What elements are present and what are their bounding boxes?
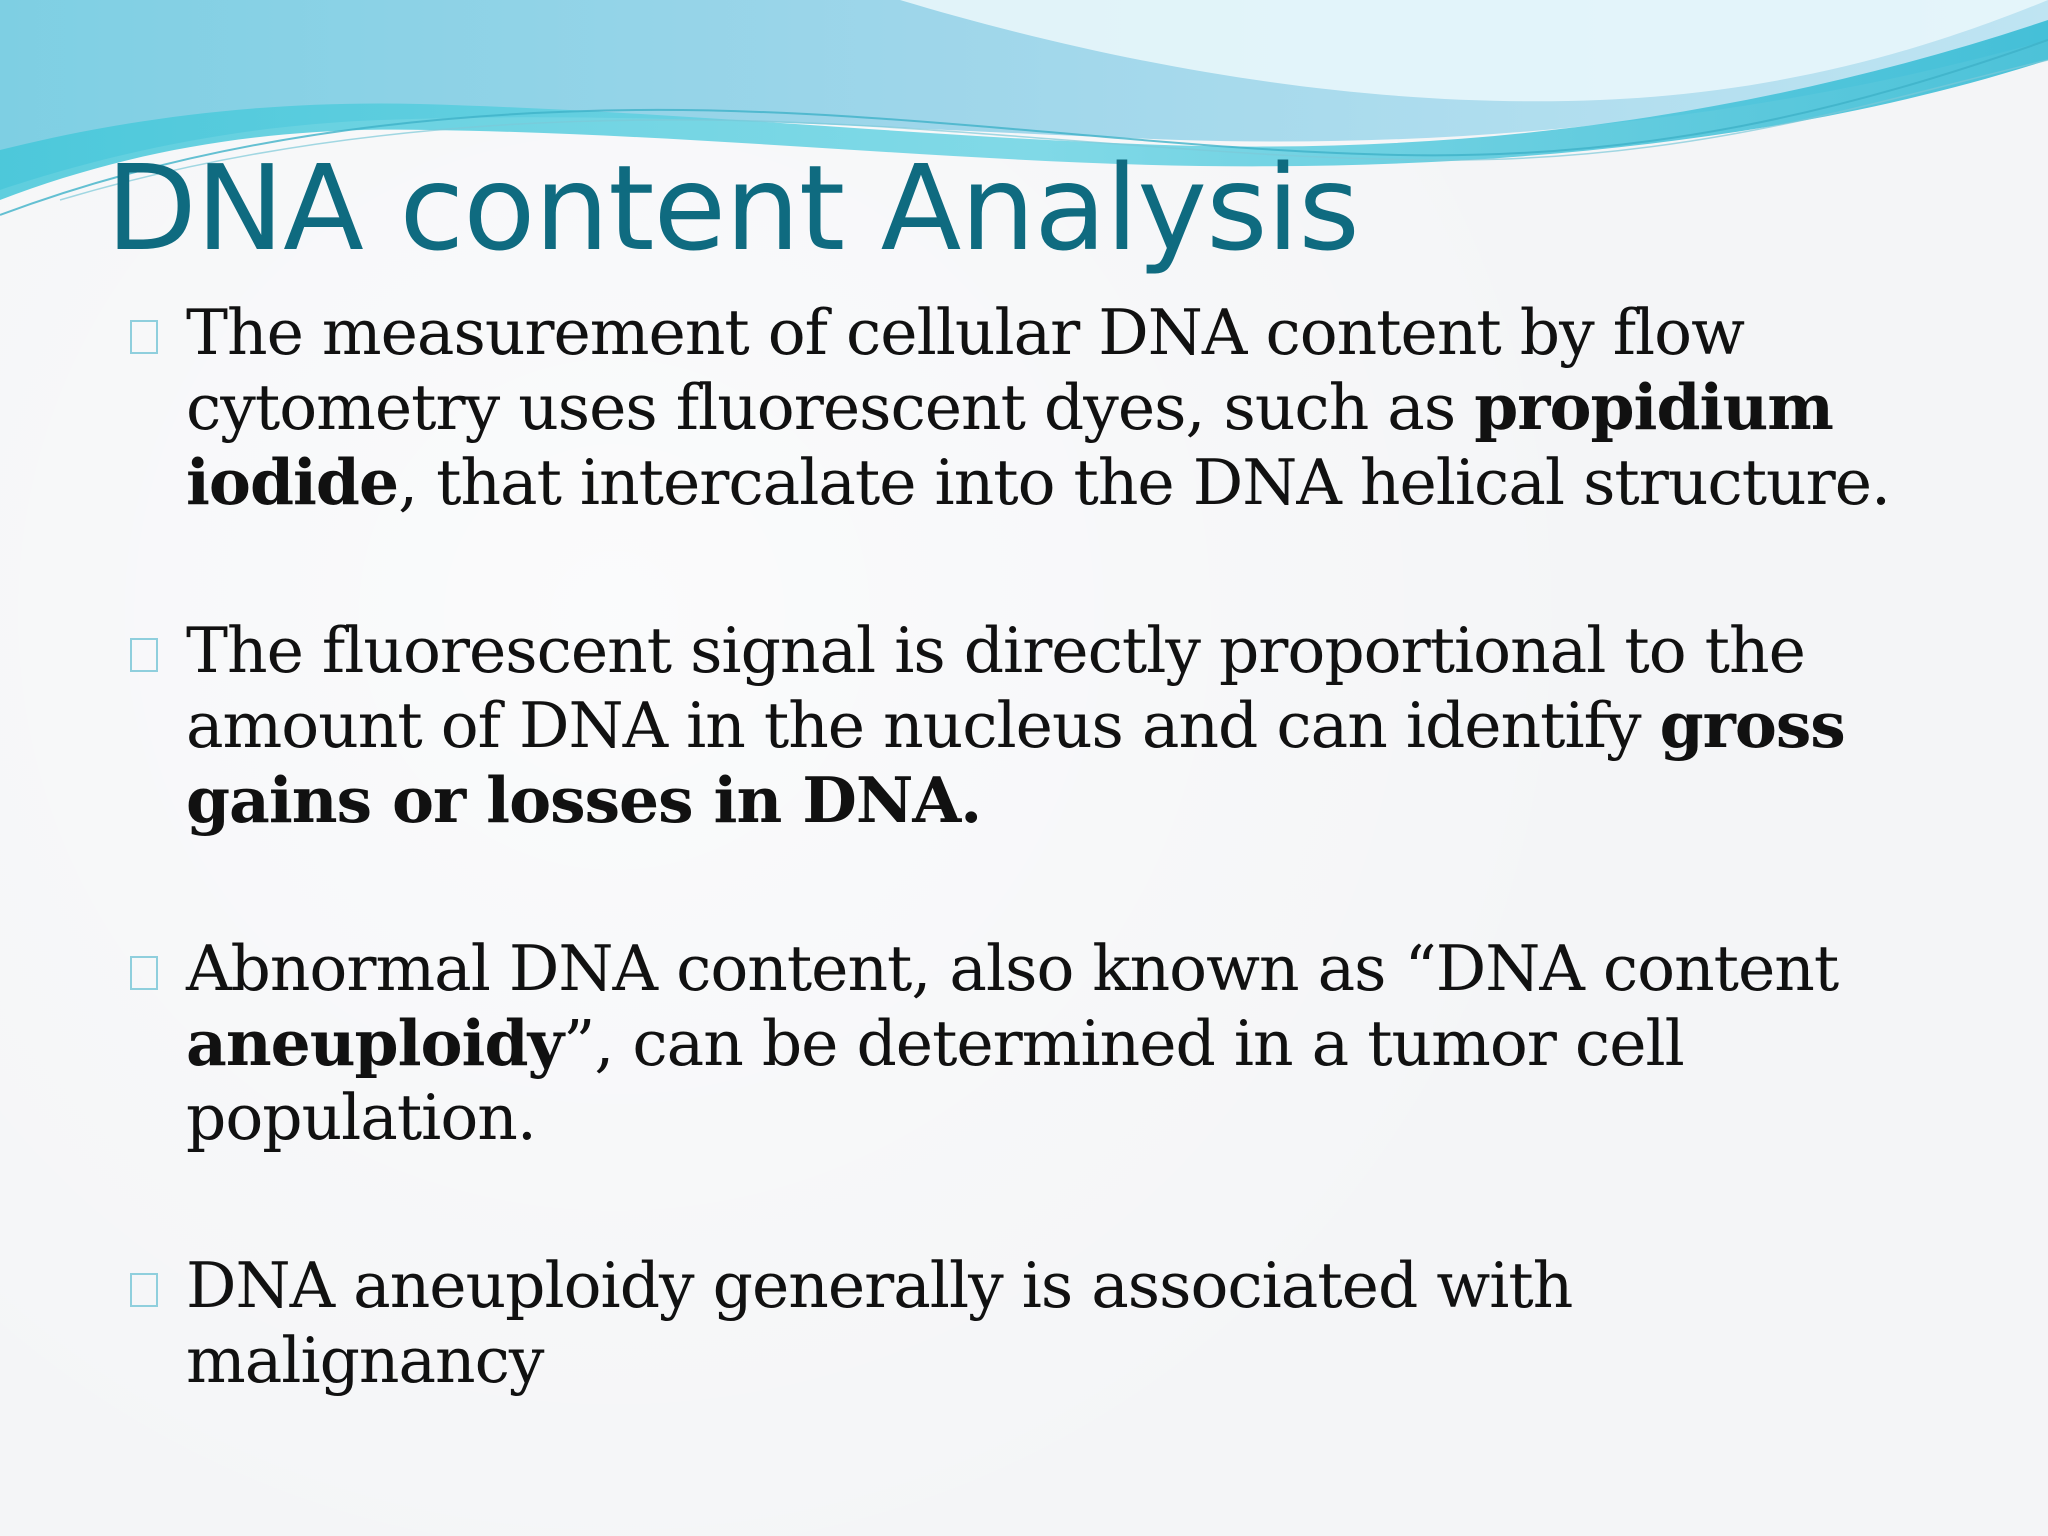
bullet-bold-text: propidium iodide: [186, 370, 1833, 519]
bullet-item: [130, 932, 1930, 1155]
bullet-bold-text: aneuploidy: [186, 1006, 564, 1080]
bullet-text: DNA aneuploidy generally is associated with malignancy: [186, 1249, 1573, 1397]
bullet-bold-text: gross gains or losses in DNA.: [186, 688, 1845, 837]
slide-title: DNA content Analysis: [106, 139, 1359, 277]
square-outline-icon: [130, 956, 158, 990]
bullet-list: [130, 296, 1930, 1398]
bullet-item: [130, 296, 1930, 520]
bullet-item: [130, 1249, 1930, 1398]
bullet-text: , that intercalate into the DNA helical structure.: [398, 446, 1891, 519]
bullet-text: Abnormal DNA content, also known as “DNA content: [186, 932, 1839, 1005]
bullet-text: ”, can be determined in a tumor cell population.: [186, 1007, 1684, 1154]
bullet-item: [130, 614, 1930, 838]
bullet-text: The measurement of cellular DNA content by flow cytometry uses fluorescent dyes, such as: [186, 296, 1745, 444]
square-outline-icon: [130, 320, 158, 354]
bullet-text: The fluorescent signal is directly proportional to the amount of DNA in the nucleus and can identify: [186, 614, 1805, 762]
square-outline-icon: [130, 1273, 158, 1307]
square-outline-icon: [130, 638, 158, 672]
